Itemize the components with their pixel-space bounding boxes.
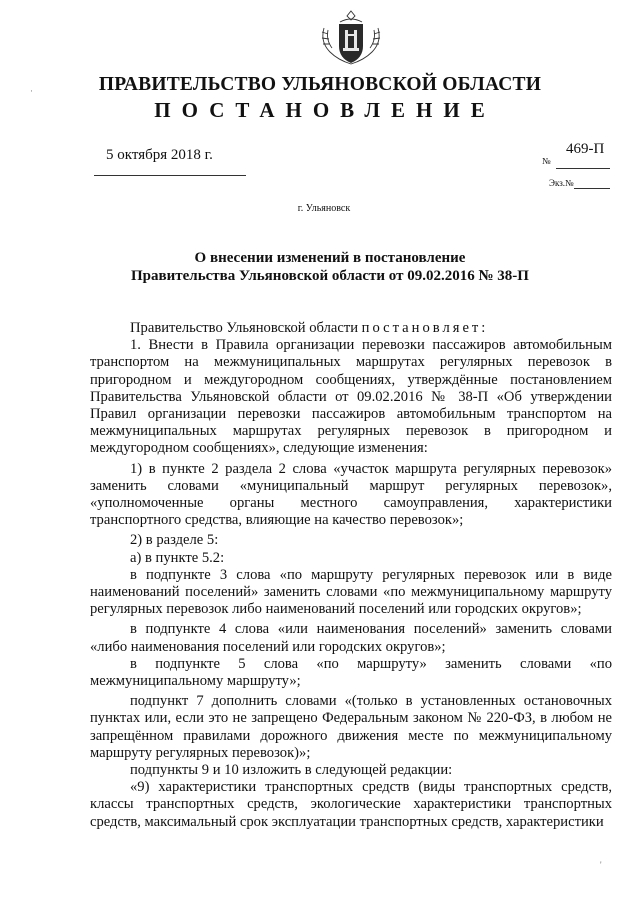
paragraph-5: в подпункте 3 слова «по маршруту регулярных перевозок или в виде наименований поселений» заменить словами «по межмуниципальному маршруту регулярных перевозок либо наименований поселений или городских округов»;: [90, 566, 612, 618]
paragraph-10: «9) характеристики транспортных средств (виды транспортных средств, классы транспортных средств, экологические характеристики транспортных средств, максимальный срок эксплуатации транспортных средств, характеристики: [90, 779, 612, 830]
paragraph-4: а) в пункте 5.2:: [130, 549, 225, 566]
document-heading: [60, 249, 600, 285]
government-title: ПРАВИТЕЛЬСТВО УЛЬЯНОВСКОЙ ОБЛАСТИ: [98, 74, 542, 95]
document-body: [90, 320, 612, 831]
intro-paragraph: [90, 320, 612, 337]
date-underline: [94, 175, 246, 176]
paragraph-6: в подпункте 4 слова «или наименования поселений» заменить словами «либо наименования поселений или городских округов»;: [90, 621, 612, 655]
document-date: 5 октября 2018 г.: [106, 147, 213, 163]
number-label: №: [542, 156, 551, 166]
coat-of-arms-icon: [318, 8, 384, 70]
paragraph-8: подпункт 7 дополнить словами «(только в установленных остановочных пунктах или, если это не запрещено Федеральным законом № 220-ФЗ, в любом не запрещённом правилами дорожного движения месте по межмуниципальному маршруту регулярных перевозок)»;: [90, 693, 612, 761]
intro-verb: постановляет:: [361, 320, 489, 336]
paragraph-2: 1) в пункте 2 раздела 2 слова «участок маршрута регулярных перевозок» заменить словами «муниципальный маршрут регулярных перевозок», «уполномоченные органы местного самоуправления, характеристики транспортного средства, влияющие на качество перевозок»;: [90, 460, 612, 529]
number-underline: [556, 168, 610, 169]
document-kind: ПОСТАНОВЛЕНИЕ: [154, 98, 496, 122]
city: г. Ульяновск: [297, 203, 351, 214]
scan-mark: ·: [30, 86, 33, 96]
intro-prefix: Правительство Ульяновской области: [130, 320, 359, 336]
paragraph-3: 2) в разделе 5:: [130, 532, 219, 549]
paragraph-9: подпункты 9 и 10 изложить в следующей редакции:: [130, 762, 453, 779]
paragraph-7: в подпункте 5 слова «по маршруту» заменить словами «по межмуниципальному маршруту»;: [90, 655, 612, 690]
paragraph-1: 1. Внести в Правила организации перевозки пассажиров автомобильным транспортом на межмуниципальных маршрутах регулярных перевозок в пригородном и междугородном сообщениях, утверждённые постановлением Правительства Ульяновской области от 09.02.2016 № 38-П «Об утверждении Правил организации перевозки пассажиров автомобильным транспортом на межмуниципальных маршрутах регулярных перевозок в пригородном и междугородном сообщениях», следующие изменения:: [90, 337, 612, 457]
copy-number-label: Экз.№: [549, 178, 574, 188]
heading-line-2: Правительства Ульяновской области от 09.02.2016 № 38-П: [131, 268, 529, 284]
copy-number-line: [574, 188, 610, 189]
scan-mark: ': [600, 860, 602, 870]
heading-line-1: О внесении изменений в постановление: [194, 250, 466, 266]
document-number: 469-П: [566, 141, 605, 157]
